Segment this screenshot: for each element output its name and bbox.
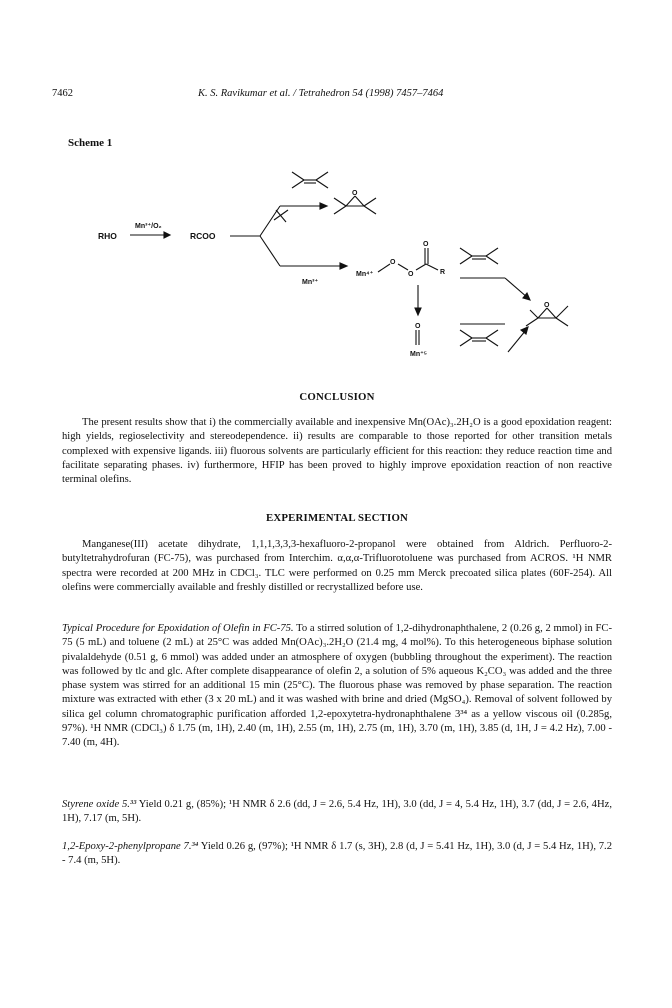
olefin-top-bond4 <box>292 172 304 180</box>
catalyst-arrowhead <box>164 232 170 238</box>
procedure-paragraph <box>62 622 612 751</box>
mn-o-bond <box>378 264 390 272</box>
scheme-epoxide-o-right: O <box>544 302 550 309</box>
olefin-right-bond1 <box>460 256 472 264</box>
scheme-mn3: Mn³⁺ <box>302 279 319 286</box>
scheme-mn4: Mn⁴⁺ <box>356 271 374 278</box>
scheme-o1: O <box>390 259 396 266</box>
epoxy-paragraph <box>62 840 612 869</box>
scheme-rcoo: RCOO <box>190 231 216 241</box>
scheme-epoxide-o-top: O <box>352 190 358 197</box>
olefin-top-bond3 <box>316 180 328 188</box>
scheme-rho: RHO <box>98 231 117 241</box>
olefin-low-bond3 <box>486 338 498 346</box>
page-number: 7462 <box>52 88 73 99</box>
crossed-out-mark-2 <box>276 210 286 222</box>
down-arrowhead <box>415 308 421 315</box>
olefin-right-arrow-diag <box>505 278 528 298</box>
experimental-general-block <box>62 538 612 595</box>
epoxide-right-s4 <box>556 306 568 318</box>
scheme-r: R <box>440 269 446 276</box>
epoxide-right-co1 <box>538 308 547 318</box>
procedure-text: To a stirred solution of 1,2-dihydronaphthalene, 2 (0.26 g, 2 mmol) in FC-75 (5 mL) and toluene (2 mL) at 25°C was added Mn(OAc)₃.2H₂O (21.4 mg, 4 mol%). To this heterogeneous biphase solution pivalaldehyde (0.51 g, 6 mmol) was added under an atmosphere of oxygen (bubbling throughout the experiment). The reaction was followed by tlc and glc. After complete disappearance of olefin 2, a solution of 5% aqueous K₂CO₃ was added and the three phase system was stirred for an additional 15 min (25°C). The fluorous phase was removed by phase separation. The reaction mixture was extracted with ether (3 x 20 mL) and it was washed with brine and dried (MgSO₄). Removal of solvent followed by silica gel column chromatographic purification afforded 1,2-epoxytetra-hydronaphthalene 3³⁴ as a yellow viscous oil (0.285g, 97%). ¹H NMR (CDCl₃) δ 1.75 (m, 1H), 2.40 (m, 1H), 2.55 (m, 1H), 2.75 (m, 1H), 3.70 (m, 1H), 3.85 (d, 1H, J = 4.2 Hz), 7.00 - 7.40 (m, 4H). <box>62 623 612 749</box>
epoxide-right-s2 <box>530 310 538 318</box>
conclusion-paragraph: The present results show that i) the commercially available and inexpensive Mn(OAc)₃.2H₂O is a good epoxidation reagent: high yields, regioselectivity and stereodependence. ii) results are comparable to those reported for other transition metals complexed with expensive ligands. iii) fluorous solvents are particularly efficient for this reaction: they reduce reaction time and facilitate separating phases. iv) furthermore, HFIP has been proved to highly improve epoxidation reaction of non reactive terminal olefins. <box>62 417 612 486</box>
olefin-right-bond3 <box>486 256 498 264</box>
procedure-block <box>62 622 612 751</box>
experimental-general-paragraph: Manganese(III) acetate dihydrate, 1,1,1,3,3,3-hexafluoro-2-propanol were obtained from Aldrich. Perfluoro-2-butyltetrahydrofuran (FC-75), was purchased from Interchim. α,α,α-Trifluorotoluene was purchased from ACROS. ¹H NMR spectra were recorded at 200 MHz in CDCl₃. TLC were performed on 0.25 mm Merck precoated silica plates (60F-254). All olefins were commercially available and freshly distilled or recrystallized before use. <box>62 539 612 593</box>
epoxide-right-co2 <box>547 308 556 318</box>
procedure-title: Typical Procedure for Epoxidation of Olefin in FC-75. <box>62 623 294 634</box>
c-r-bond <box>426 264 438 270</box>
olefin-right-bond4 <box>460 248 472 256</box>
epoxy-text: Yield 0.26 g, (97%); ¹H NMR δ 1.7 (s, 3H), 2.8 (d, J = 5.41 Hz, 1H), 3.0 (d, J = 5.4 Hz, 1H), 7.2 - 7.4 (m, 5H). <box>62 841 612 867</box>
epoxy-block <box>62 840 612 869</box>
styrene-title: Styrene oxide 5.³³ <box>62 799 137 810</box>
olefin-top-bond1 <box>292 180 304 188</box>
reaction-scheme <box>60 160 620 375</box>
scheme-catalyst: Mn³⁺/O₂ <box>135 223 162 230</box>
styrene-block <box>62 798 612 827</box>
upper-arrowhead <box>320 203 327 209</box>
epoxide-top-s3 <box>364 206 376 214</box>
conclusion-text-block <box>62 416 612 487</box>
running-header-citation: K. S. Ravikumar et al. / Tetrahedron 54 (1998) 7457–7464 <box>198 88 444 99</box>
scheme-o2: O <box>408 271 414 278</box>
epoxide-top-co2 <box>355 196 364 206</box>
scheme-mn5: Mn⁺⁵ <box>410 351 428 358</box>
olefin-right-bond5 <box>486 248 498 256</box>
olefin-low-bond5 <box>486 330 498 338</box>
epoxide-top-s2 <box>334 198 346 206</box>
epoxide-top-s4 <box>364 198 376 206</box>
scheme-title: Scheme 1 <box>68 137 113 149</box>
epoxy-title: 1,2-Epoxy-2-phenylpropane 7.³⁴ <box>62 841 199 852</box>
lower-arrowhead <box>340 263 347 269</box>
olefin-low-arrow-up <box>508 330 526 352</box>
conclusion-heading: CONCLUSION <box>299 391 375 403</box>
scheme-mno-o: O <box>415 323 421 330</box>
experimental-heading: EXPERIMENTAL SECTION <box>265 512 409 524</box>
epoxide-right-s3 <box>556 318 568 326</box>
styrene-text: Yield 0.21 g, (85%); ¹H NMR δ 2.6 (dd, J = 2.6, 5.4 Hz, 1H), 3.0 (dd, J = 4, 5.4 Hz, 1H), 3.7 (dd, J = 2.6, 4Hz, 1H), 7.17 (m, 5H). <box>62 799 612 825</box>
o-o-bond <box>398 264 408 270</box>
olefin-low-bond4 <box>460 330 472 338</box>
o-c-bond <box>416 264 426 270</box>
epoxide-top-co1 <box>346 196 355 206</box>
scheme-carbonyl-o: O <box>423 241 429 248</box>
epoxide-top-s1 <box>334 206 346 214</box>
low-arrowhead <box>521 327 528 334</box>
olefin-low-bond1 <box>460 338 472 346</box>
lower-path <box>260 236 280 266</box>
olefin-top-bond5 <box>316 172 328 180</box>
styrene-paragraph <box>62 798 612 827</box>
epoxide-right-s1 <box>526 318 538 326</box>
